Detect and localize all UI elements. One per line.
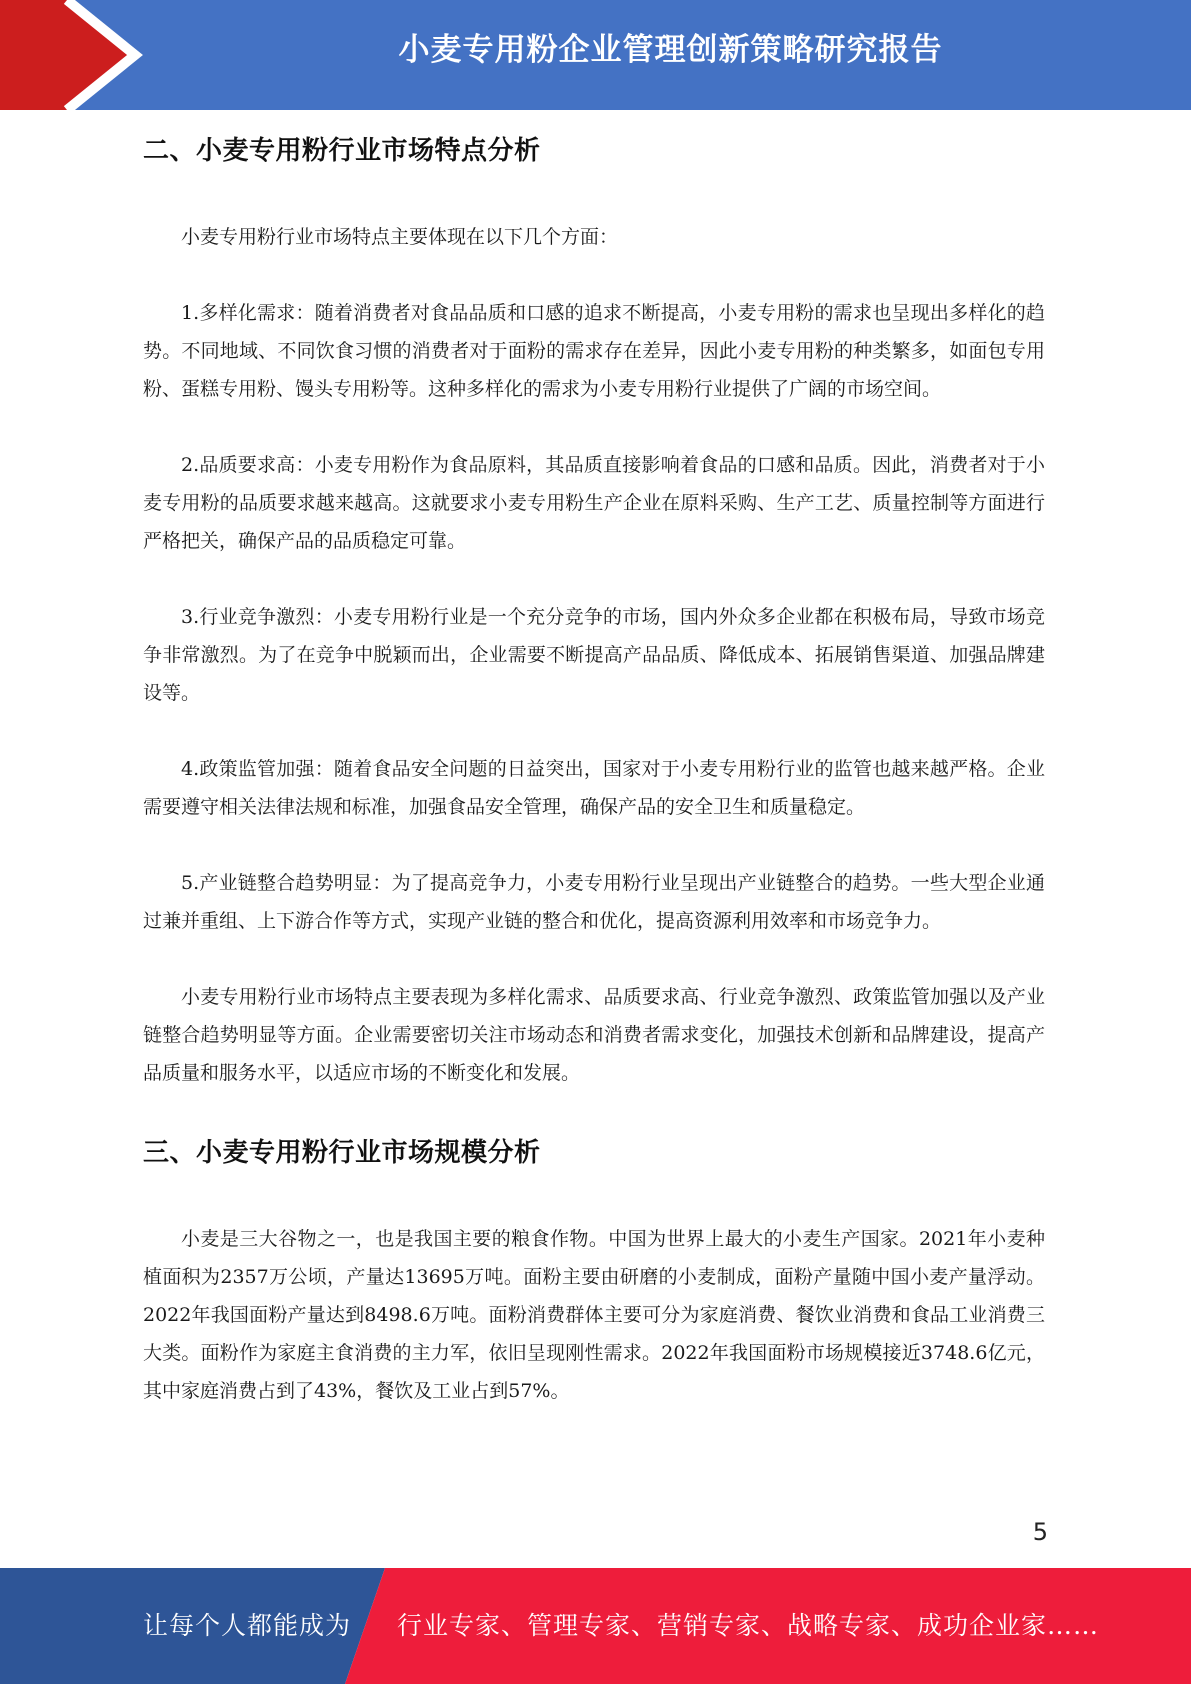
section-heading: 二、小麦专用粉行业市场特点分析 xyxy=(143,136,541,166)
footer-slogan-right: 行业专家、管理专家、营销专家、战略专家、成功企业家…… xyxy=(397,1611,1100,1640)
page-header xyxy=(0,0,1191,110)
paragraph: 1.多样化需求：随着消费者对食品品质和口感的追求不断提高，小麦专用粉的需求也呈现出多样化的趋势。不同地域、不同饮食习惯的消费者对于面粉的需求存在差异，因此小麦专用粉的种类繁多，如面包专用粉、蛋糕专用粉、馒头专用粉等。这种多样化的需求为小麦专用粉行业提供了广阔的市场空间。 xyxy=(143,302,1045,400)
paragraph: 小麦是三大谷物之一，也是我国主要的粮食作物。中国为世界上最大的小麦生产国家。2021年小麦种植面积为2357万公顷，产量达13695万吨。面粉主要由研磨的小麦制成，面粉产量随中国小麦产量浮动。2022年我国面粉产量达到8498.6万吨。面粉消费群体主要可分为家庭消费、餐饮业消费和食品工业消费三大类。面粉作为家庭主食消费的主力军，依旧呈现刚性需求。2022年我国面粉市场规模接近3748.6亿元，其中家庭消费占到了43%，餐饮及工业占到57%。 xyxy=(143,1228,1045,1402)
paragraph: 小麦专用粉行业市场特点主要表现为多样化需求、品质要求高、行业竞争激烈、政策监管加强以及产业链整合趋势明显等方面。企业需要密切关注市场动态和消费者需求变化，加强技术创新和品牌建设，提高产品质量和服务水平，以适应市场的不断变化和发展。 xyxy=(143,986,1045,1084)
section-heading: 三、小麦专用粉行业市场规模分析 xyxy=(143,1138,541,1168)
paragraph: 3.行业竞争激烈：小麦专用粉行业是一个充分竞争的市场，国内外众多企业都在积极布局，导致市场竞争非常激烈。为了在竞争中脱颖而出，企业需要不断提高产品品质、降低成本、拓展销售渠道、加强品牌建设等。 xyxy=(143,606,1045,704)
header-arrow-shape xyxy=(0,0,160,110)
paragraph: 5.产业链整合趋势明显：为了提高竞争力，小麦专用粉行业呈现出产业链整合的趋势。一些大型企业通过兼并重组、上下游合作等方式，实现产业链的整合和优化，提高资源利用效率和市场竞争力。 xyxy=(143,872,1045,932)
paragraph: 小麦专用粉行业市场特点主要体现在以下几个方面： xyxy=(181,226,619,248)
report-title: 小麦专用粉企业管理创新策略研究报告 xyxy=(398,32,943,68)
paragraph: 4.政策监管加强：随着食品安全问题的日益突出，国家对于小麦专用粉行业的监管也越来越严格。企业需要遵守相关法律法规和标准，加强食品安全管理，确保产品的安全卫生和质量稳定。 xyxy=(143,758,1045,818)
paragraph: 2.品质要求高：小麦专用粉作为食品原料，其品质直接影响着食品的口感和品质。因此，消费者对于小麦专用粉的品质要求越来越高。这就要求小麦专用粉生产企业在原料采购、生产工艺、质量控制等方面进行严格把关，确保产品的品质稳定可靠。 xyxy=(143,454,1045,552)
document-body xyxy=(143,110,1045,1410)
page-number: 5 xyxy=(1032,1518,1048,1546)
page-footer xyxy=(0,1568,1191,1684)
footer-slogan-left: 让每个人都能成为 xyxy=(143,1611,352,1640)
